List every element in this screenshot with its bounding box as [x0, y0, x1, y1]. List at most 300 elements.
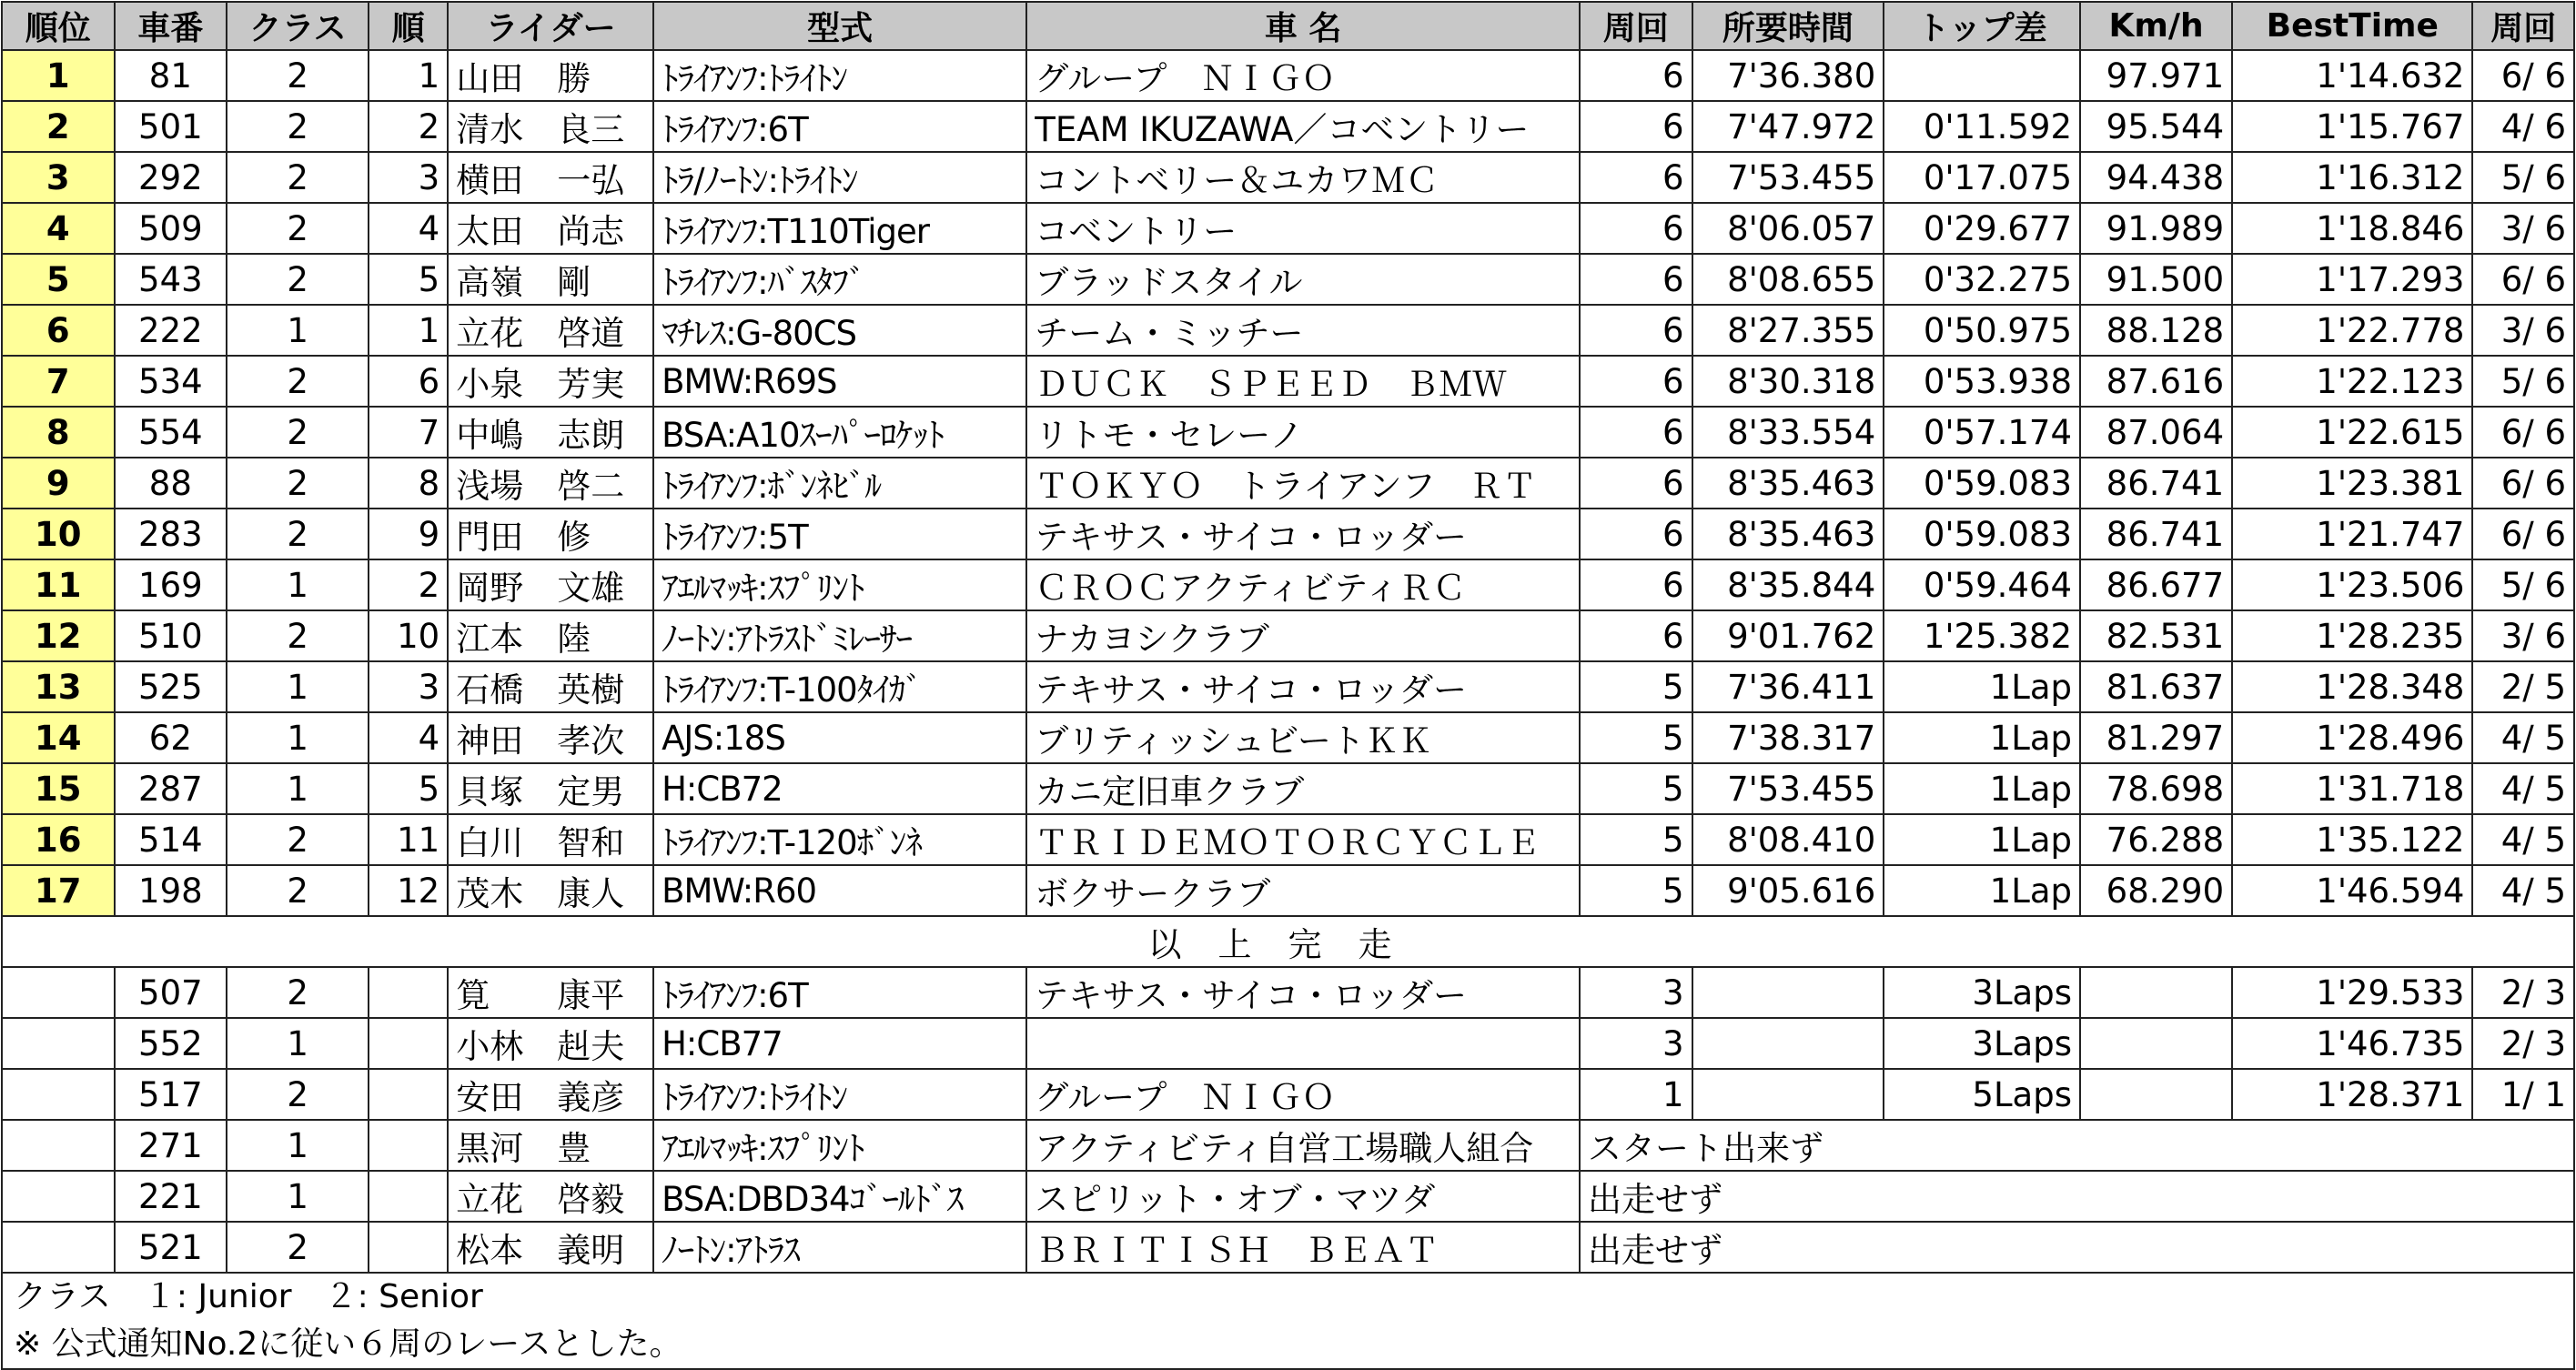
laps-cell: 5 — [1580, 865, 1692, 916]
speed-cell: 76.288 — [2080, 814, 2232, 865]
table-row — [2, 967, 2574, 1018]
best-lap-cell: 4/ 5 — [2472, 814, 2574, 865]
team-cell: スピリット・オブ・マツダ — [1026, 1171, 1580, 1222]
model-cell: ｱｴﾙﾏｯｷ:ｽﾌﾟﾘﾝﾄ — [653, 1120, 1026, 1171]
table-row — [2, 458, 2574, 509]
speed-cell: 87.064 — [2080, 407, 2232, 458]
best-lap-cell: 4/ 5 — [2472, 712, 2574, 763]
team-cell — [1026, 1018, 1580, 1069]
team-cell: テキサス・サイコ・ロッダー — [1026, 509, 1580, 559]
class-cell: 2 — [227, 865, 369, 916]
table-row — [2, 407, 2574, 458]
speed-cell: 88.128 — [2080, 305, 2232, 356]
speed-cell: 95.544 — [2080, 101, 2232, 152]
table-row — [2, 1171, 2574, 1222]
laps-cell: 6 — [1580, 101, 1692, 152]
model-cell: BMW:R60 — [653, 865, 1026, 916]
best-time-cell: 1'46.594 — [2232, 865, 2472, 916]
car-number-cell: 271 — [115, 1120, 227, 1171]
table-row — [2, 356, 2574, 407]
time-cell: 9'01.762 — [1692, 610, 1884, 661]
rank-cell: 2 — [2, 101, 115, 152]
best-lap-cell: 6/ 6 — [2472, 50, 2574, 101]
speed-cell: 94.438 — [2080, 152, 2232, 203]
gap-cell: 0'59.083 — [1884, 509, 2080, 559]
table-row — [2, 101, 2574, 152]
laps-cell: 5 — [1580, 712, 1692, 763]
best-time-cell: 1'28.348 — [2232, 661, 2472, 712]
best-time-cell: 1'29.533 — [2232, 967, 2472, 1018]
finish-line-label: 以上完走 — [2, 916, 2574, 967]
car-number-cell: 510 — [115, 610, 227, 661]
table-row — [2, 254, 2574, 305]
class-order-cell: 2 — [369, 559, 448, 610]
class-order-cell: 6 — [369, 356, 448, 407]
rider-cell: 太田 尚志 — [448, 203, 653, 254]
model-cell: BSA:DBD34ｺﾞｰﾙﾄﾞｽ — [653, 1171, 1026, 1222]
class-order-cell — [369, 1222, 448, 1273]
best-time-cell: 1'28.496 — [2232, 712, 2472, 763]
best-lap-cell: 6/ 6 — [2472, 509, 2574, 559]
finish-line-row — [2, 916, 2574, 967]
rider-cell: 立花 啓道 — [448, 305, 653, 356]
laps-cell: 6 — [1580, 203, 1692, 254]
header-row — [2, 2, 2574, 50]
best-time-cell: 1'22.778 — [2232, 305, 2472, 356]
status-cell: スタート出来ず — [1580, 1120, 2574, 1171]
class-cell: 2 — [227, 509, 369, 559]
rank-cell — [2, 967, 115, 1018]
laps-cell: 6 — [1580, 559, 1692, 610]
time-cell: 7'53.455 — [1692, 763, 1884, 814]
rider-cell: 神田 孝次 — [448, 712, 653, 763]
table-row — [2, 814, 2574, 865]
notes-section — [1, 1274, 2575, 1370]
rider-cell: 岡野 文雄 — [448, 559, 653, 610]
speed-cell — [2080, 1069, 2232, 1120]
car-number-cell: 81 — [115, 50, 227, 101]
gap-cell: 5Laps — [1884, 1069, 2080, 1120]
team-cell: ＢＲＩＴＩＳＨ ＢＥＡＴ — [1026, 1222, 1580, 1273]
class-cell: 2 — [227, 1069, 369, 1120]
model-cell: AJS:18S — [653, 712, 1026, 763]
model-cell: ﾄﾗｲｱﾝﾌ:ﾄﾗｲﾄﾝ — [653, 50, 1026, 101]
gap-cell: 1Lap — [1884, 763, 2080, 814]
rank-cell: 12 — [2, 610, 115, 661]
header-model: 型式 — [653, 2, 1026, 50]
class-cell: 1 — [227, 763, 369, 814]
table-row — [2, 1120, 2574, 1171]
best-time-cell: 1'16.312 — [2232, 152, 2472, 203]
time-cell: 8'27.355 — [1692, 305, 1884, 356]
gap-cell: 1Lap — [1884, 865, 2080, 916]
team-cell: ＣＲＯＣアクティビティＲＣ — [1026, 559, 1580, 610]
best-time-cell: 1'31.718 — [2232, 763, 2472, 814]
team-cell: ブリティッシュビートＫＫ — [1026, 712, 1580, 763]
team-cell: ナカヨシクラブ — [1026, 610, 1580, 661]
gap-cell: 0'11.592 — [1884, 101, 2080, 152]
model-cell: ｱｴﾙﾏｯｷ:ｽﾌﾟﾘﾝﾄ — [653, 559, 1026, 610]
gap-cell: 3Laps — [1884, 1018, 2080, 1069]
car-number-cell: 554 — [115, 407, 227, 458]
best-lap-cell: 6/ 6 — [2472, 254, 2574, 305]
class-order-cell — [369, 1069, 448, 1120]
time-cell: 8'08.655 — [1692, 254, 1884, 305]
rank-cell: 8 — [2, 407, 115, 458]
car-number-cell: 198 — [115, 865, 227, 916]
class-order-cell: 9 — [369, 509, 448, 559]
rider-cell: 中嶋 志朗 — [448, 407, 653, 458]
header-class: クラス — [227, 2, 369, 50]
car-number-cell: 521 — [115, 1222, 227, 1273]
rank-cell — [2, 1018, 115, 1069]
rider-cell: 松本 義明 — [448, 1222, 653, 1273]
status-cell: 出走せず — [1580, 1171, 2574, 1222]
best-time-cell: 1'23.381 — [2232, 458, 2472, 509]
rank-cell: 16 — [2, 814, 115, 865]
model-cell: ﾄﾗ/ﾉｰﾄﾝ:ﾄﾗｲﾄﾝ — [653, 152, 1026, 203]
best-time-cell: 1'28.235 — [2232, 610, 2472, 661]
gap-cell: 0'50.975 — [1884, 305, 2080, 356]
model-cell: ﾉｰﾄﾝ:ｱﾄﾗｽﾄﾞﾐﾚｰｻｰ — [653, 610, 1026, 661]
car-number-cell: 517 — [115, 1069, 227, 1120]
gap-cell: 0'59.464 — [1884, 559, 2080, 610]
class-order-cell — [369, 967, 448, 1018]
table-row — [2, 152, 2574, 203]
class-cell: 1 — [227, 661, 369, 712]
best-lap-cell: 1/ 1 — [2472, 1069, 2574, 1120]
rider-cell: 山田 勝 — [448, 50, 653, 101]
gap-cell: 1Lap — [1884, 712, 2080, 763]
car-number-cell: 507 — [115, 967, 227, 1018]
laps-cell: 5 — [1580, 814, 1692, 865]
rank-cell: 1 — [2, 50, 115, 101]
model-cell: ﾄﾗｲｱﾝﾌ:T-120ﾎﾞﾝﾈ — [653, 814, 1026, 865]
header-team: 車 名 — [1026, 2, 1580, 50]
time-cell: 8'30.318 — [1692, 356, 1884, 407]
car-number-cell: 292 — [115, 152, 227, 203]
rank-cell: 6 — [2, 305, 115, 356]
class-legend: クラス １: Junior ２: Senior — [14, 1278, 483, 1315]
car-number-cell: 552 — [115, 1018, 227, 1069]
team-cell: グループ ＮＩＧＯ — [1026, 50, 1580, 101]
rank-cell: 5 — [2, 254, 115, 305]
rank-cell: 13 — [2, 661, 115, 712]
class-order-cell: 4 — [369, 203, 448, 254]
best-time-cell: 1'46.735 — [2232, 1018, 2472, 1069]
header-best-time: BestTime — [2232, 2, 2472, 50]
table-row — [2, 203, 2574, 254]
best-time-cell: 1'21.747 — [2232, 509, 2472, 559]
table-row — [2, 559, 2574, 610]
class-order-cell — [369, 1018, 448, 1069]
class-cell: 2 — [227, 1222, 369, 1273]
class-cell: 1 — [227, 559, 369, 610]
laps-cell: 6 — [1580, 407, 1692, 458]
best-lap-cell: 5/ 6 — [2472, 356, 2574, 407]
best-lap-cell: 6/ 6 — [2472, 458, 2574, 509]
model-cell: ﾏﾁﾚｽ:G-80CS — [653, 305, 1026, 356]
time-cell — [1692, 967, 1884, 1018]
team-cell: チーム・ミッチー — [1026, 305, 1580, 356]
team-cell: ＴＯＫＹＯ トライアンフ ＲＴ — [1026, 458, 1580, 509]
speed-cell: 82.531 — [2080, 610, 2232, 661]
class-cell: 2 — [227, 967, 369, 1018]
table-row — [2, 50, 2574, 101]
best-lap-cell: 2/ 3 — [2472, 967, 2574, 1018]
header-time: 所要時間 — [1692, 2, 1884, 50]
team-cell: コントベリー＆ユカワＭＣ — [1026, 152, 1580, 203]
time-cell: 8'08.410 — [1692, 814, 1884, 865]
rider-cell: 清水 良三 — [448, 101, 653, 152]
table-row — [2, 1018, 2574, 1069]
rank-cell: 17 — [2, 865, 115, 916]
header-class-order: 順 — [369, 2, 448, 50]
class-cell: 2 — [227, 458, 369, 509]
model-cell: ﾄﾗｲｱﾝﾌ:5T — [653, 509, 1026, 559]
car-number-cell: 62 — [115, 712, 227, 763]
rider-cell: 立花 啓毅 — [448, 1171, 653, 1222]
class-order-cell — [369, 1120, 448, 1171]
best-lap-cell: 4/ 5 — [2472, 763, 2574, 814]
class-order-cell: 2 — [369, 101, 448, 152]
speed-cell: 97.971 — [2080, 50, 2232, 101]
team-cell: コベントリー — [1026, 203, 1580, 254]
speed-cell: 81.637 — [2080, 661, 2232, 712]
car-number-cell: 543 — [115, 254, 227, 305]
time-cell: 9'05.616 — [1692, 865, 1884, 916]
laps-cell: 6 — [1580, 458, 1692, 509]
rider-cell: 高嶺 剛 — [448, 254, 653, 305]
best-lap-cell: 3/ 6 — [2472, 305, 2574, 356]
time-cell — [1692, 1018, 1884, 1069]
model-cell: ﾄﾗｲｱﾝﾌ:T110Tiger — [653, 203, 1026, 254]
time-cell: 7'47.972 — [1692, 101, 1884, 152]
best-time-cell: 1'23.506 — [2232, 559, 2472, 610]
gap-cell: 0'17.075 — [1884, 152, 2080, 203]
model-cell: ﾄﾗｲｱﾝﾌ:6T — [653, 101, 1026, 152]
speed-cell: 78.698 — [2080, 763, 2232, 814]
model-cell: H:CB77 — [653, 1018, 1026, 1069]
rider-cell: 横田 一弘 — [448, 152, 653, 203]
team-cell: テキサス・サイコ・ロッダー — [1026, 661, 1580, 712]
rider-cell: 貝塚 定男 — [448, 763, 653, 814]
table-row — [2, 305, 2574, 356]
class-cell: 2 — [227, 356, 369, 407]
car-number-cell: 222 — [115, 305, 227, 356]
gap-cell: 1Lap — [1884, 814, 2080, 865]
rider-cell: 浅場 啓二 — [448, 458, 653, 509]
header-laps: 周回 — [1580, 2, 1692, 50]
time-cell — [1692, 1069, 1884, 1120]
car-number-cell: 283 — [115, 509, 227, 559]
table-row — [2, 865, 2574, 916]
class-cell: 2 — [227, 152, 369, 203]
car-number-cell: 287 — [115, 763, 227, 814]
rider-cell: 小林 赳夫 — [448, 1018, 653, 1069]
gap-cell: 3Laps — [1884, 967, 2080, 1018]
speed-cell: 87.616 — [2080, 356, 2232, 407]
gap-cell: 0'32.275 — [1884, 254, 2080, 305]
header-car-no: 車番 — [115, 2, 227, 50]
results-body — [2, 50, 2574, 1273]
table-row — [2, 610, 2574, 661]
laps-cell: 5 — [1580, 661, 1692, 712]
results-table — [1, 1, 2575, 1274]
car-number-cell: 534 — [115, 356, 227, 407]
team-cell: ＴＲＩＤＥＭＯＴＯＲＣＹＣＬＥ — [1026, 814, 1580, 865]
team-cell: カニ定旧車クラブ — [1026, 763, 1580, 814]
class-order-cell: 12 — [369, 865, 448, 916]
gap-cell: 0'29.677 — [1884, 203, 2080, 254]
car-number-cell: 169 — [115, 559, 227, 610]
class-order-cell: 3 — [369, 152, 448, 203]
best-time-cell: 1'35.122 — [2232, 814, 2472, 865]
header-best-lap: 周回 — [2472, 2, 2574, 50]
speed-cell: 91.989 — [2080, 203, 2232, 254]
team-cell: グループ ＮＩＧＯ — [1026, 1069, 1580, 1120]
laps-cell: 3 — [1580, 1018, 1692, 1069]
laps-cell: 6 — [1580, 610, 1692, 661]
class-cell: 2 — [227, 203, 369, 254]
best-lap-cell: 2/ 3 — [2472, 1018, 2574, 1069]
car-number-cell: 514 — [115, 814, 227, 865]
rank-cell: 10 — [2, 509, 115, 559]
laps-cell: 6 — [1580, 356, 1692, 407]
rider-cell: 茂木 康人 — [448, 865, 653, 916]
laps-cell: 6 — [1580, 254, 1692, 305]
class-order-cell: 11 — [369, 814, 448, 865]
class-cell: 2 — [227, 101, 369, 152]
class-order-cell: 5 — [369, 254, 448, 305]
class-cell: 2 — [227, 50, 369, 101]
rank-cell: 3 — [2, 152, 115, 203]
class-order-cell: 1 — [369, 50, 448, 101]
header-rank: 順位 — [2, 2, 115, 50]
rank-cell: 14 — [2, 712, 115, 763]
class-cell: 2 — [227, 254, 369, 305]
class-cell: 1 — [227, 305, 369, 356]
class-order-cell: 5 — [369, 763, 448, 814]
class-order-cell: 1 — [369, 305, 448, 356]
gap-cell: 0'53.938 — [1884, 356, 2080, 407]
model-cell: ﾄﾗｲｱﾝﾌ:ﾊﾞｽﾀﾌﾞ — [653, 254, 1026, 305]
laps-cell: 6 — [1580, 152, 1692, 203]
rider-cell: 小泉 芳実 — [448, 356, 653, 407]
car-number-cell: 501 — [115, 101, 227, 152]
laps-cell: 5 — [1580, 763, 1692, 814]
class-cell: 1 — [227, 1018, 369, 1069]
table-row — [2, 712, 2574, 763]
speed-cell: 86.741 — [2080, 509, 2232, 559]
rank-cell: 15 — [2, 763, 115, 814]
car-number-cell: 509 — [115, 203, 227, 254]
model-cell: BMW:R69S — [653, 356, 1026, 407]
laps-cell: 1 — [1580, 1069, 1692, 1120]
team-cell: テキサス・サイコ・ロッダー — [1026, 967, 1580, 1018]
best-time-cell: 1'22.123 — [2232, 356, 2472, 407]
car-number-cell: 221 — [115, 1171, 227, 1222]
rank-cell: 7 — [2, 356, 115, 407]
rider-cell: 門田 修 — [448, 509, 653, 559]
gap-cell: 0'59.083 — [1884, 458, 2080, 509]
class-cell: 2 — [227, 407, 369, 458]
time-cell: 7'53.455 — [1692, 152, 1884, 203]
model-cell: ﾄﾗｲｱﾝﾌ:T-100ﾀｲｶﾞ — [653, 661, 1026, 712]
team-cell: ＤＵＣＫ ＳＰＥＥＤ ＢＭＷ — [1026, 356, 1580, 407]
rank-cell — [2, 1069, 115, 1120]
best-time-cell: 1'18.846 — [2232, 203, 2472, 254]
class-order-cell: 8 — [369, 458, 448, 509]
rank-cell — [2, 1222, 115, 1273]
time-cell: 8'35.463 — [1692, 509, 1884, 559]
team-cell: ボクサークラブ — [1026, 865, 1580, 916]
rider-cell: 江本 陸 — [448, 610, 653, 661]
speed-cell — [2080, 967, 2232, 1018]
speed-cell: 86.741 — [2080, 458, 2232, 509]
class-cell: 1 — [227, 1120, 369, 1171]
rider-cell: 筧 康平 — [448, 967, 653, 1018]
laps-cell: 6 — [1580, 305, 1692, 356]
class-cell: 2 — [227, 610, 369, 661]
class-cell: 2 — [227, 814, 369, 865]
best-lap-cell: 5/ 6 — [2472, 559, 2574, 610]
speed-cell: 91.500 — [2080, 254, 2232, 305]
best-lap-cell: 4/ 6 — [2472, 101, 2574, 152]
speed-cell — [2080, 1018, 2232, 1069]
rank-cell — [2, 1120, 115, 1171]
table-row — [2, 1222, 2574, 1273]
car-number-cell: 525 — [115, 661, 227, 712]
table-row — [2, 763, 2574, 814]
model-cell: ﾉｰﾄﾝ:ｱﾄﾗｽ — [653, 1222, 1026, 1273]
best-time-cell: 1'22.615 — [2232, 407, 2472, 458]
gap-cell: 1'25.382 — [1884, 610, 2080, 661]
model-cell: ﾄﾗｲｱﾝﾌ:6T — [653, 967, 1026, 1018]
header-rider: ライダー — [448, 2, 653, 50]
gap-cell — [1884, 50, 2080, 101]
laps-cell: 3 — [1580, 967, 1692, 1018]
speed-cell: 86.677 — [2080, 559, 2232, 610]
laps-cell: 6 — [1580, 509, 1692, 559]
table-row — [2, 661, 2574, 712]
rank-cell: 9 — [2, 458, 115, 509]
rank-cell: 11 — [2, 559, 115, 610]
rank-cell — [2, 1171, 115, 1222]
table-row — [2, 1069, 2574, 1120]
rider-cell: 黒河 豊 — [448, 1120, 653, 1171]
header-gap: トップ差 — [1884, 2, 2080, 50]
speed-cell: 68.290 — [2080, 865, 2232, 916]
best-time-cell: 1'15.767 — [2232, 101, 2472, 152]
rider-cell: 石橋 英樹 — [448, 661, 653, 712]
best-time-cell: 1'17.293 — [2232, 254, 2472, 305]
best-time-cell: 1'14.632 — [2232, 50, 2472, 101]
model-cell: H:CB72 — [653, 763, 1026, 814]
gap-cell: 1Lap — [1884, 661, 2080, 712]
team-cell: アクティビティ自営工場職人組合 — [1026, 1120, 1580, 1171]
table-row — [2, 509, 2574, 559]
team-cell: ブラッドスタイル — [1026, 254, 1580, 305]
best-lap-cell: 3/ 6 — [2472, 610, 2574, 661]
rank-cell: 4 — [2, 203, 115, 254]
model-cell: ﾄﾗｲｱﾝﾌ:ﾄﾗｲﾄﾝ — [653, 1069, 1026, 1120]
time-cell: 8'35.463 — [1692, 458, 1884, 509]
rider-cell: 白川 智和 — [448, 814, 653, 865]
team-cell: リトモ・セレーノ — [1026, 407, 1580, 458]
best-lap-cell: 5/ 6 — [2472, 152, 2574, 203]
rider-cell: 安田 義彦 — [448, 1069, 653, 1120]
